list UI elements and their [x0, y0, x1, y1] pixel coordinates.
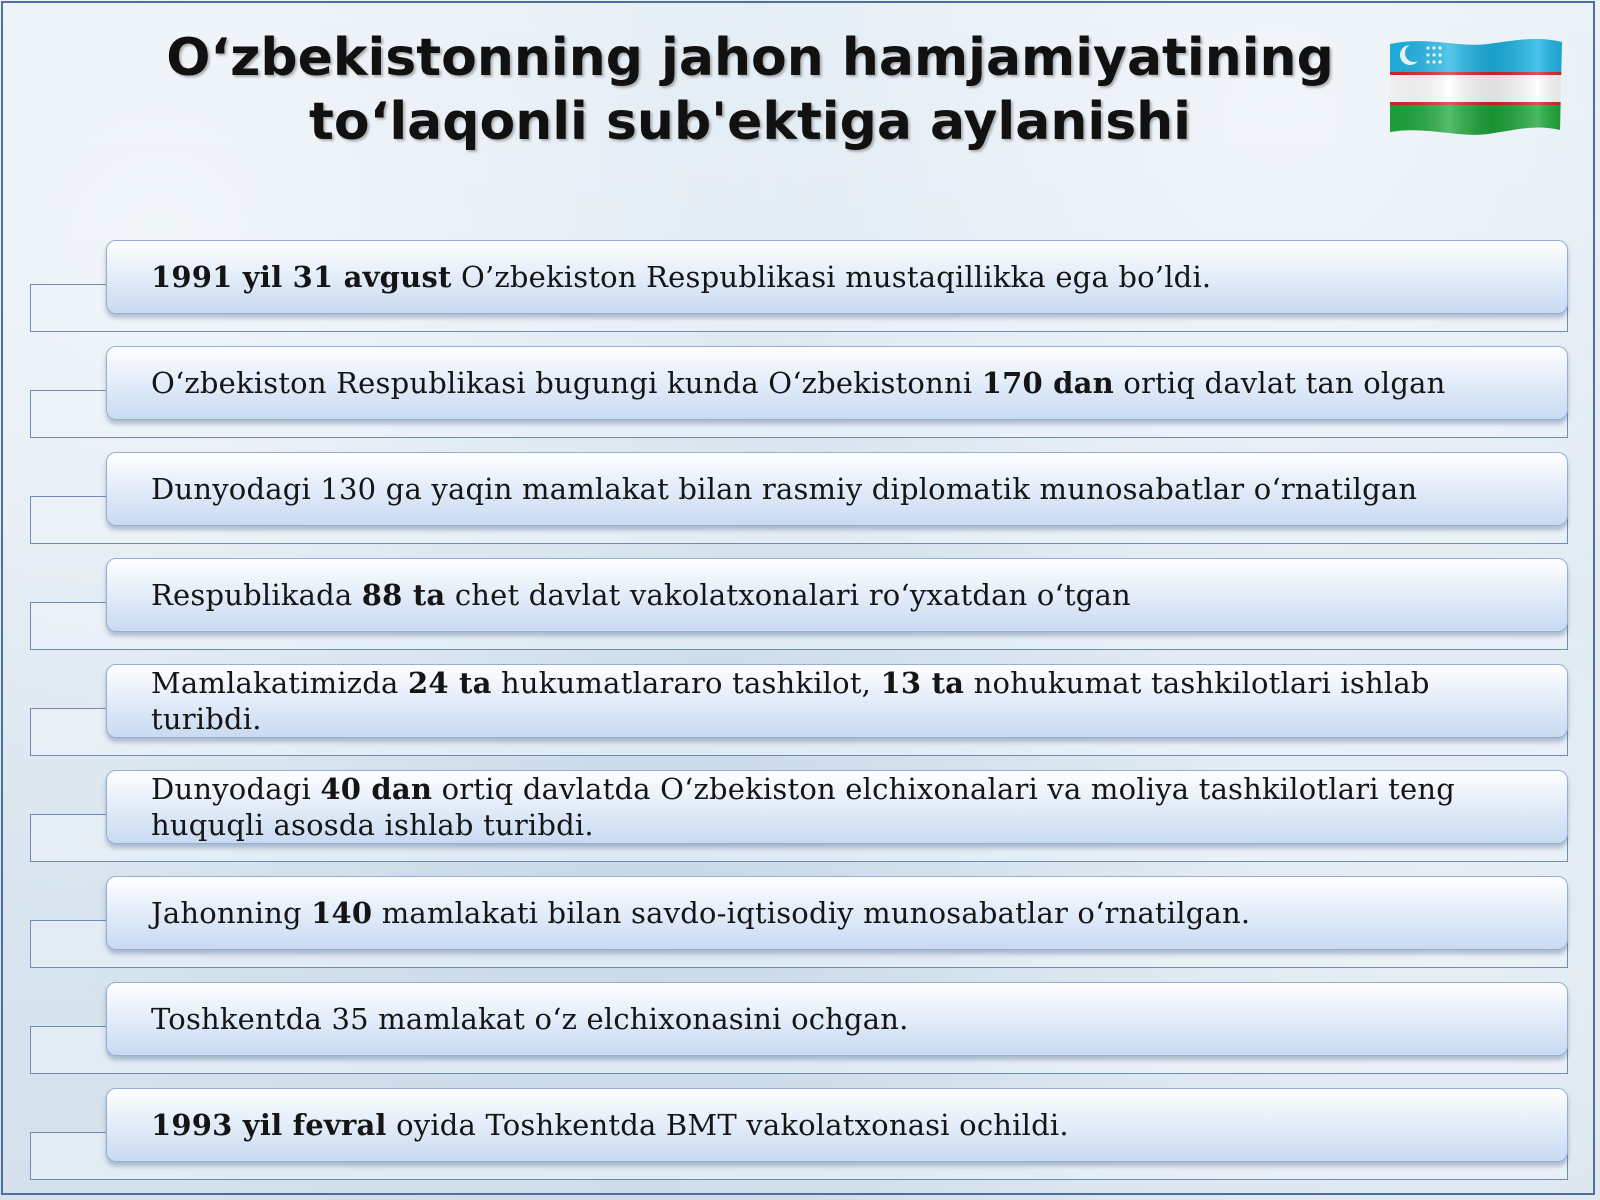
info-body: Respublikada — [151, 578, 362, 612]
info-highlight: 24 ta — [407, 666, 492, 700]
title-line-2: toʻlaqonli sub'ektiga aylanishi — [309, 92, 1191, 152]
info-text — [151, 1001, 909, 1037]
info-body: Dunyodagi — [151, 772, 321, 806]
info-highlight: 140 — [311, 896, 373, 930]
info-body: Jahonning — [151, 896, 312, 930]
info-highlight: 13 ta — [880, 666, 965, 700]
info-body: hukumatlararo tashkilot, — [491, 666, 881, 700]
info-card — [106, 664, 1568, 738]
title-line-1: Oʻzbekistonning jahon hamjamiyatining — [166, 28, 1334, 88]
info-body: O’zbekiston Respublikasi mustaqillikka ega bo’ldi. — [451, 260, 1212, 294]
info-body: ortiq davlatda Oʻzbekiston elchixonalari va moliya tashkilotlari teng huquqli asosda ishlab turibdi. — [151, 772, 1456, 842]
info-highlight: 88 ta — [361, 578, 446, 612]
slide-title — [130, 26, 1370, 154]
info-text — [151, 365, 1446, 401]
info-text — [151, 1107, 1069, 1143]
info-card — [106, 346, 1568, 420]
list-item — [30, 982, 1570, 1078]
info-card — [106, 876, 1568, 950]
info-text — [151, 665, 1527, 737]
info-body: Oʻzbekiston Respublikasi bugungi kunda Oʻzbekistonni — [151, 366, 982, 400]
info-highlight: 170 dan — [981, 366, 1114, 400]
info-text — [151, 771, 1527, 843]
info-body: oyida Toshkentda BMT vakolatxonasi ochildi. — [386, 1108, 1069, 1142]
list-item — [30, 1088, 1570, 1184]
info-card — [106, 1088, 1568, 1162]
info-text — [151, 577, 1131, 613]
info-highlight: 1993 yil fevral — [151, 1108, 387, 1142]
list-item — [30, 346, 1570, 442]
info-card — [106, 240, 1568, 314]
info-body: Toshkentda 35 mamlakat oʻz elchixonasini ochgan. — [151, 1002, 909, 1036]
info-body: chet davlat vakolatxonalari roʻyxatdan oʻtgan — [445, 578, 1131, 612]
info-card — [106, 770, 1568, 844]
info-body: ortiq davlat tan olgan — [1113, 366, 1446, 400]
list-item — [30, 876, 1570, 972]
uzbekistan-flag-icon — [1388, 38, 1564, 138]
list-item — [30, 664, 1570, 760]
info-text — [151, 895, 1250, 931]
info-body: mamlakati bilan savdo-iqtisodiy munosabatlar oʻrnatilgan. — [372, 896, 1251, 930]
info-card — [106, 982, 1568, 1056]
info-highlight: 1991 yil 31 avgust — [151, 260, 452, 294]
list-item — [30, 558, 1570, 654]
info-highlight: 40 dan — [320, 772, 433, 806]
info-text — [151, 259, 1211, 295]
list-item — [30, 240, 1570, 336]
info-card — [106, 558, 1568, 632]
info-body: Mamlakatimizda — [151, 666, 408, 700]
info-card — [106, 452, 1568, 526]
list-item — [30, 770, 1570, 866]
info-body: nohukumat tashkilotlari ishlab turibdi. — [151, 666, 1430, 736]
info-body: Dunyodagi 130 ga yaqin mamlakat bilan rasmiy diplomatik munosabatlar oʻrnatilgan — [151, 472, 1418, 506]
list-item — [30, 452, 1570, 548]
info-text — [151, 471, 1417, 507]
